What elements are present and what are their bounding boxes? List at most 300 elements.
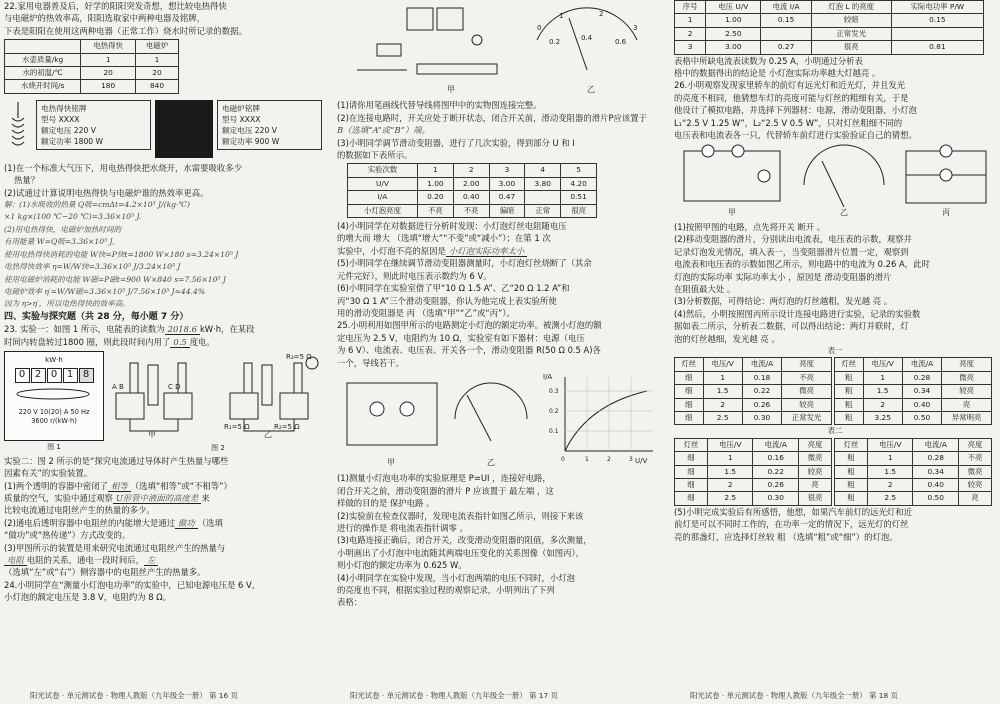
- cell: 灯丝: [675, 438, 708, 451]
- cell: 1: [417, 164, 453, 177]
- table-cell: 20: [136, 67, 179, 80]
- cell: 较暗: [811, 14, 891, 27]
- meter-digit: 0: [47, 368, 62, 382]
- meter-spec: 3600 r/(kW·h): [31, 417, 77, 426]
- q26-line: (1)按照甲图的电路，点先将开关 断开 。: [674, 221, 826, 232]
- solution-line: 使用电磁炉消耗的电能 W磁=P磁t=900 W×840 s=7.56×10⁵ J: [4, 274, 226, 284]
- cell: 0.50: [913, 492, 959, 505]
- joule-heating-apparatus: [108, 351, 328, 439]
- label-yi: 乙: [587, 85, 595, 94]
- q25-line: 格中的数据得出的结论是 小灯泡实际功率越大灯越亮 。: [674, 68, 881, 79]
- q26-line: 灯泡的实际功率 实际功率太小 ，原因是 滑动变阻器的滑片: [674, 271, 892, 282]
- table-row: [835, 492, 992, 505]
- label-r2: R₂=5 Ω: [274, 422, 300, 431]
- table-row: [675, 385, 832, 398]
- answer: 电阻: [4, 555, 27, 566]
- cell: 1.5: [707, 465, 753, 478]
- q26-line: (2)移动变阻器的滑片，分别读出电流表，电压表的示数，观察并: [674, 234, 912, 245]
- q24-line: 的增大而 增大 （选填“增大”“不变”或“减小”）；在第 1 次: [337, 233, 551, 244]
- cell: 3.80: [525, 177, 561, 190]
- q25-line: 为 6 V）、电流表、电压表、开关各一个，滑动变阻器 R(50 Ω 0.5 A)各: [337, 345, 601, 356]
- cell: 0.30: [742, 411, 781, 424]
- label-jia: 甲: [728, 208, 736, 218]
- q26-line: 26.小明观察发现家里轿车的前灯有远光灯和近光灯，并且发光: [674, 80, 906, 91]
- q23-line: (3)甲图所示的装置是用来研究电流通过电阻丝产生的热量与: [4, 542, 226, 553]
- table-cell: [5, 40, 81, 53]
- q23-line: （选填“左”或“右”）侧容器中的电阻丝产生的热量多。: [4, 567, 206, 578]
- section-heading: 四、实验与探究题（共 28 分，每小题 7 分）: [4, 311, 189, 322]
- cell: 1: [675, 14, 706, 27]
- cell: 很亮: [561, 204, 597, 217]
- cell: 灯泡 L 的亮度: [811, 1, 891, 14]
- circuit-apparatus-figure: [337, 0, 667, 96]
- table-row: [5, 67, 179, 80]
- cell: 0.27: [761, 41, 811, 54]
- q24-line: B（选填“A”或“B”）端。: [337, 125, 430, 136]
- cell: 3.00: [489, 177, 525, 190]
- q24-line: (4)小明同学在对数据进行分析时发现：小灯泡灯丝电阻随电压: [337, 221, 567, 232]
- q25-line: 定电压为 2.5 V，电阻约为 10 Ω，实验室有如下器材：电源（电压: [337, 332, 585, 343]
- cell: 2.00: [453, 177, 489, 190]
- label-ab: A B: [112, 382, 124, 391]
- cell: [761, 27, 811, 40]
- q25-line: 表格：: [337, 597, 363, 608]
- tick: 2: [599, 10, 604, 18]
- text: (1)两个透明的容器中密闭了: [4, 480, 108, 491]
- q25-line: 小明画出了小灯泡中电流随其两端电压变化的关系图像（如图丙），: [337, 547, 585, 558]
- cell: 3.00: [706, 41, 761, 54]
- text: 时间内转盘转过1800 圈，则此段时间内用了: [4, 336, 171, 347]
- table-row: [675, 358, 832, 371]
- tick: 0.2: [549, 38, 561, 46]
- q22-sub1: 热量？: [14, 175, 40, 186]
- label-jia: 甲: [447, 85, 455, 94]
- cell: 2: [675, 27, 706, 40]
- electric-meter: [4, 351, 104, 441]
- label-yi: 乙: [264, 429, 272, 439]
- table-row: [835, 452, 992, 465]
- cell: 不亮: [959, 452, 992, 465]
- label-jia: 甲: [387, 457, 395, 467]
- cell: 0.28: [902, 371, 941, 384]
- table-cell: 20: [81, 67, 136, 80]
- table-row: [348, 177, 597, 190]
- cell: 粗: [835, 492, 868, 505]
- q25-line: 25.小明利用如图甲所示的电路测定小灯泡的额定功率。被测小灯泡的额: [337, 320, 602, 331]
- cell: 细: [675, 411, 704, 424]
- cell: 0.47: [489, 191, 525, 204]
- cell: 亮: [942, 398, 992, 411]
- q22-line: 下表是阳阳在使用这两种电器（正常工作）烧水时所记录的数据。: [4, 25, 247, 36]
- label-bing: 丙: [942, 208, 950, 218]
- cell: 2: [453, 164, 489, 177]
- q22-sub2: (2)试通过计算说明电热得快与电磁炉谁的热效率更高。: [4, 187, 209, 198]
- cell: 0.34: [913, 465, 959, 478]
- table-row: [835, 385, 992, 398]
- table-row: [835, 358, 992, 371]
- q23-line: 实验二：图 2 所示的是“探究电流通过导体时产生热量与哪些: [4, 455, 229, 466]
- q22-sub1: (1)在一个标准大气压下，用电热得快把水烧开，水需要吸收多少: [4, 162, 242, 173]
- q23-line: [4, 492, 330, 504]
- table-row: [675, 398, 832, 411]
- page-16: [4, 0, 330, 684]
- table-caption: 表一: [827, 345, 843, 355]
- cell: 4.20: [561, 177, 597, 190]
- table-caption: 表二: [827, 426, 843, 436]
- q23-line: 因素有关”的实验装置。: [4, 468, 93, 479]
- table-row: [675, 438, 832, 451]
- table-row: [835, 371, 992, 384]
- q26-line: 据如表二所示，分析表二数据，可以得出结论：两灯并联时，灯: [674, 321, 909, 332]
- cell: 0.26: [742, 398, 781, 411]
- cell: 粗: [835, 452, 868, 465]
- label-yi: 乙: [487, 457, 495, 467]
- q26-line: L₁“2.5 V 1.25 W”，L₂“2.5 V 0.5 W”，只对灯丝粗细不同的: [674, 117, 903, 128]
- cell: 0.50: [902, 411, 941, 424]
- cell: [891, 27, 983, 40]
- text: （选填: [197, 517, 223, 528]
- q24-line: (2)在连接电路时，开关应处于断开状态，闭合开关前，滑动变阻器的滑片P应该置于: [337, 112, 648, 123]
- label-cd: C D: [168, 382, 181, 391]
- cell: 亮度: [782, 358, 832, 371]
- cell: 2.50: [706, 27, 761, 40]
- nameplate-line: 额定电压 220 V: [41, 125, 96, 135]
- q25-line: 进行的操作是 将电流表指针调零 。: [337, 522, 468, 533]
- cell: 3.25: [863, 411, 902, 424]
- cell: 0.15: [761, 14, 811, 27]
- cell: 0.15: [891, 14, 983, 27]
- tick: 3: [629, 455, 633, 463]
- nameplate-line: 型号 XXXX: [222, 114, 261, 124]
- table-row: [348, 164, 597, 177]
- cell: 序号: [675, 1, 706, 14]
- table-row: [5, 80, 179, 93]
- data-table-1: [4, 39, 179, 94]
- cell: 1.5: [863, 385, 902, 398]
- text: (2)通电后透明容器中电阻丝的内能增大是通过: [4, 517, 175, 528]
- cell: 细: [675, 479, 708, 492]
- q25-figures: [337, 369, 667, 469]
- cell: 粗: [835, 411, 864, 424]
- q23-line: [4, 323, 330, 335]
- answer: U形管中液面的高度差: [113, 493, 201, 504]
- text: 来: [201, 492, 210, 503]
- q26-line: (4)然后，小明按照图丙所示设计连接电路进行实验，记录的实验数: [674, 308, 921, 319]
- label-r3: R₃=5 Ω: [286, 352, 312, 361]
- cell: 电流/A: [913, 438, 959, 451]
- table-row: [675, 371, 832, 384]
- cell: 细: [675, 492, 708, 505]
- q26-line: 泡的灯丝越细，发光越 亮 。: [674, 333, 780, 344]
- cell: 0.40: [913, 479, 959, 492]
- table-cell: 1: [136, 53, 179, 66]
- solution-line: 因为 η>η′，所以电热得快的效率高。: [4, 299, 130, 309]
- tick: 0.4: [581, 34, 593, 42]
- cell: 细: [675, 398, 704, 411]
- cell: 细: [675, 371, 704, 384]
- nameplate-heater: [36, 100, 151, 150]
- cell: U/V: [348, 177, 418, 190]
- q26-line: 记录灯泡发光情况，填入表一，当变阻器滑片位置一定，观察到: [674, 246, 909, 257]
- axis-label: U/V: [635, 456, 648, 465]
- q24-line: (6)小明同学在实验室借了甲“10 Ω 1.5 A”、乙“20 Ω 1.2 A”和: [337, 283, 570, 294]
- answer: 左: [144, 555, 158, 566]
- cell: 电流/A: [902, 358, 941, 371]
- cell: 0.40: [453, 191, 489, 204]
- q23-line: “做功”或“热传递”）方式改变的。: [4, 530, 131, 541]
- cell: 5: [561, 164, 597, 177]
- text: 23. 实验一：如图 1 所示，电能表的读数为: [4, 324, 165, 335]
- q22-solution: [4, 199, 330, 311]
- cell: 电压/V: [707, 438, 753, 451]
- label-r1: R₁=5 Ω: [224, 422, 250, 431]
- table-cell: 水的初温/℃: [5, 67, 81, 80]
- page-18: [674, 0, 996, 684]
- cell: 1.5: [867, 465, 913, 478]
- cell: 电压/V: [863, 358, 902, 371]
- table-row: [675, 411, 832, 424]
- cell: 2.5: [707, 492, 753, 505]
- q24-line: 24.小明同学在“测量小灯泡电功率”的实验中，已知电源电压是 6 V，: [4, 579, 261, 590]
- cell: 灯丝: [835, 358, 864, 371]
- tick: 1: [559, 12, 564, 20]
- cell: 0.22: [753, 465, 799, 478]
- cell: 0.51: [561, 191, 597, 204]
- data-table-2: [347, 163, 597, 218]
- text: 质量的空气，实验中通过观察: [4, 492, 113, 503]
- text: 度电。: [189, 336, 215, 347]
- figure-1: [4, 351, 104, 455]
- cell: 亮: [959, 492, 992, 505]
- table-row: [675, 14, 984, 27]
- table-row: [675, 452, 832, 465]
- cell: 亮度: [799, 438, 832, 451]
- nameplate-line: 额定功率 900 W: [222, 136, 280, 146]
- cell: 1: [707, 452, 753, 465]
- cell: 微亮: [799, 452, 832, 465]
- q23-line: [4, 480, 330, 492]
- q23-line: 比较电流通过电阻丝产生的热量的多少。: [4, 505, 155, 516]
- cell: 较亮: [799, 465, 832, 478]
- meter-digits: [5, 368, 103, 382]
- cell: 3: [675, 41, 706, 54]
- meter-disc-icon: [5, 383, 101, 405]
- cell: 0.30: [753, 492, 799, 505]
- cell: 灯丝: [675, 358, 704, 371]
- table-row: [675, 479, 832, 492]
- page-footer: 阳光试卷 · 单元测试卷 · 物理人教版（九年级全一册） 第 16 页: [30, 691, 238, 700]
- tick: 0.3: [549, 387, 559, 395]
- cell: 灯丝: [835, 438, 868, 451]
- cell: I/A: [348, 191, 418, 204]
- cell: 较亮: [942, 385, 992, 398]
- q25-line: (1)测量小灯泡电功率的实验原理是 P=UI ，连接好电路，: [337, 473, 551, 484]
- table-row: [675, 1, 984, 14]
- cell: 2: [703, 398, 742, 411]
- table-1-right: [834, 357, 992, 425]
- solution-line: 电热得快效率 η=W/W快=3.36×10⁵ J/3.24×10⁵ J: [4, 262, 181, 272]
- text: 实验中，小灯泡不亮的原因是: [337, 245, 446, 256]
- table-row: [675, 465, 832, 478]
- cell: 0.22: [742, 385, 781, 398]
- table-cell: 电磁炉: [136, 40, 179, 53]
- meter-digit: 8: [79, 368, 94, 382]
- q24-line: 小灯泡的额定电压是 3.8 V，电阻约为 8 Ω。: [4, 592, 172, 603]
- table-row: [348, 204, 597, 217]
- cell: 实验次数: [348, 164, 418, 177]
- q24-line: (1)请你用笔画线代替导线将图甲中的实物图连接完整。: [337, 100, 542, 111]
- tick: 0.1: [549, 427, 559, 435]
- cell: 粗: [835, 465, 868, 478]
- answer: 2018.6: [165, 324, 200, 335]
- cell: 粗: [835, 385, 864, 398]
- cell: [525, 191, 561, 204]
- cell: 正常: [525, 204, 561, 217]
- cell: 2: [707, 479, 753, 492]
- cell: 偏暗: [489, 204, 525, 217]
- q22-line: 与电磁炉的热效率高，阳阳选取家中两种电器及铭牌，: [4, 13, 205, 24]
- cell: 1: [867, 452, 913, 465]
- q25-line: (2)实验前在检查仪器时，发现电流表指针如图乙所示，则接下来该: [337, 510, 584, 521]
- q26-line: 电压表和电流表各一只，代替轿车前灯进行实验验证自己的猜想。: [674, 130, 917, 141]
- figure-caption: 图 1: [47, 442, 61, 451]
- cell: 0.28: [913, 452, 959, 465]
- cell: 亮: [799, 479, 832, 492]
- table-row: [835, 438, 992, 451]
- axis-label: I/A: [543, 372, 553, 381]
- heater-coil-illustration: [4, 100, 32, 156]
- cell: 0.26: [753, 479, 799, 492]
- q23-line: [4, 517, 330, 529]
- table-2-right: [834, 438, 992, 506]
- cell: 亮度: [942, 358, 992, 371]
- q24-line: 丙“30 Ω 1 A”三个滑动变阻器，你认为他完成上表实验所使: [337, 295, 557, 306]
- q23-line: [4, 336, 330, 348]
- nameplate-line: 额定功率 1800 W: [41, 136, 104, 146]
- nameplate-cooker: [217, 100, 322, 150]
- cell: 电流/A: [753, 438, 799, 451]
- cell: 微亮: [959, 465, 992, 478]
- table-cell: 水烧开时间/s: [5, 80, 81, 93]
- q26-line: 电流表和电压表的示数如图乙所示，则电路中的电流为 0.26 A，此时: [674, 259, 930, 270]
- q24-line: 用的滑动变阻器是 丙 （选填“甲”“乙”或“丙”）。: [337, 307, 515, 318]
- solution-line: ×1 kg×(100 ℃−20 ℃)=3.36×10⁵ J.: [4, 212, 142, 222]
- label-jia: 甲: [148, 429, 156, 439]
- cell: 正常发光: [782, 411, 832, 424]
- cell: 细: [675, 452, 708, 465]
- cell: 粗: [835, 479, 868, 492]
- cell: 1: [703, 371, 742, 384]
- tick: 2: [607, 455, 611, 463]
- answer: 小灯泡实际功率太小: [446, 246, 527, 257]
- table-row: [675, 27, 984, 40]
- q24-line: [337, 245, 667, 257]
- data-table-3: [674, 0, 984, 55]
- q24-line: 的数据如下表所示。: [337, 150, 413, 161]
- q26-line: 前灯是可以不同时工作的，在功率一定的情况下，远光灯的灯丝: [674, 519, 909, 530]
- q25-line: 一个，导线若干。: [337, 357, 404, 368]
- cell: 异常明亮: [942, 411, 992, 424]
- table-row: [835, 411, 992, 424]
- q26-line: 的亮度不相同，他猜想车灯的亮度可能与灯丝的粗细有关，于是: [674, 92, 909, 103]
- page-17: [337, 0, 667, 684]
- page-footer: 阳光试卷 · 单元测试卷 · 物理人教版（九年级全一册） 第 18 页: [690, 691, 898, 700]
- solution-line: (2)用电热得快，电磁炉加热时间的: [4, 224, 122, 234]
- cell: 细: [675, 465, 708, 478]
- cell: 0.34: [902, 385, 941, 398]
- cell: 2: [863, 398, 902, 411]
- cell: 实际电功率 P/W: [891, 1, 983, 14]
- nameplate-line: 型号 XXXX: [41, 114, 80, 124]
- cell: 电压 U/V: [706, 1, 761, 14]
- q26-line: (5)小明完成实验后有所感悟，他想，如果汽车前灯的远光灯和近: [674, 506, 912, 517]
- q22-line: 22.家用电器普及后，好学的阳阳突发奇想，想比较电热得快: [4, 1, 227, 11]
- table-1-left: [674, 357, 832, 425]
- cell: 细: [675, 385, 704, 398]
- solution-line: 有用能量 W=Q吸=3.36×10⁵ J,: [4, 237, 115, 247]
- solution-line: 解：(1)水吸收的热量 Q吸=cmΔt=4.2×10³ J/(kg·℃): [4, 200, 190, 210]
- cell: 微亮: [782, 385, 832, 398]
- table-2-left: [674, 438, 832, 506]
- cell: 0.20: [417, 191, 453, 204]
- meter-unit: kW·h: [45, 355, 63, 364]
- cell: 3: [489, 164, 525, 177]
- q25-line: 表格中所缺电流表读数为 0.25 A，小明通过分析表: [674, 55, 863, 66]
- cell: 2.5: [703, 411, 742, 424]
- text: （选填“相等”或“不相等”）: [130, 480, 232, 491]
- table-cell: 840: [136, 80, 179, 93]
- table-cell: 1: [81, 53, 136, 66]
- q26-line: 他设计了模拟电路，并选择下列器材：电源，滑动变阻器，小灯泡: [674, 105, 917, 116]
- cell: 粗: [835, 371, 864, 384]
- answer: 0.5: [170, 337, 189, 348]
- cell: 0.40: [902, 398, 941, 411]
- cell: 较亮: [782, 398, 832, 411]
- cell: 很亮: [811, 41, 891, 54]
- table-row: [348, 191, 597, 204]
- cell: 0.18: [742, 371, 781, 384]
- table-row: [675, 41, 984, 54]
- tick: 0: [537, 24, 542, 32]
- cell: 2.5: [867, 492, 913, 505]
- meter-digit: 2: [31, 368, 46, 382]
- q26-line: 在阻值最大处 。: [674, 283, 736, 294]
- cell: 1.00: [417, 177, 453, 190]
- cell: 正常发光: [811, 27, 891, 40]
- cell: 电流 I/A: [761, 1, 811, 14]
- meter-spec: 220 V 10(20) A 50 Hz: [18, 408, 90, 417]
- q24-line: 元件完好），则此时电压表示数约为 6 V。: [337, 270, 492, 281]
- induction-cooker-photo: [155, 100, 213, 158]
- cell: 微亮: [942, 371, 992, 384]
- tick: 0: [561, 455, 565, 463]
- cell: 1.5: [703, 385, 742, 398]
- cell: 0.16: [753, 452, 799, 465]
- cell: 4: [525, 164, 561, 177]
- page-footer: 阳光试卷 · 单元测试卷 · 物理人教版（九年级全一册） 第 17 页: [350, 691, 558, 700]
- tick: 0.6: [615, 38, 627, 46]
- q25-line: 闭合开关之前，滑动变阻器的滑片 P 应该置于 最左端 ，这: [337, 485, 554, 496]
- nameplate-line: 电热得快铭牌: [41, 103, 87, 113]
- q25-line: (3)电路连接正确后，闭合开关，改变滑动变阻器的阻值，多次测量，: [337, 535, 592, 546]
- table-cell: 180: [81, 80, 136, 93]
- cell: 不亮: [417, 204, 453, 217]
- meter-digit: 0: [15, 368, 30, 382]
- q23-line: [4, 554, 330, 566]
- q25-line: 的亮度也不同，根据实验过程的观察记录，小明列出了下列: [337, 585, 555, 595]
- cell: 较亮: [959, 479, 992, 492]
- cell: 1.00: [706, 14, 761, 27]
